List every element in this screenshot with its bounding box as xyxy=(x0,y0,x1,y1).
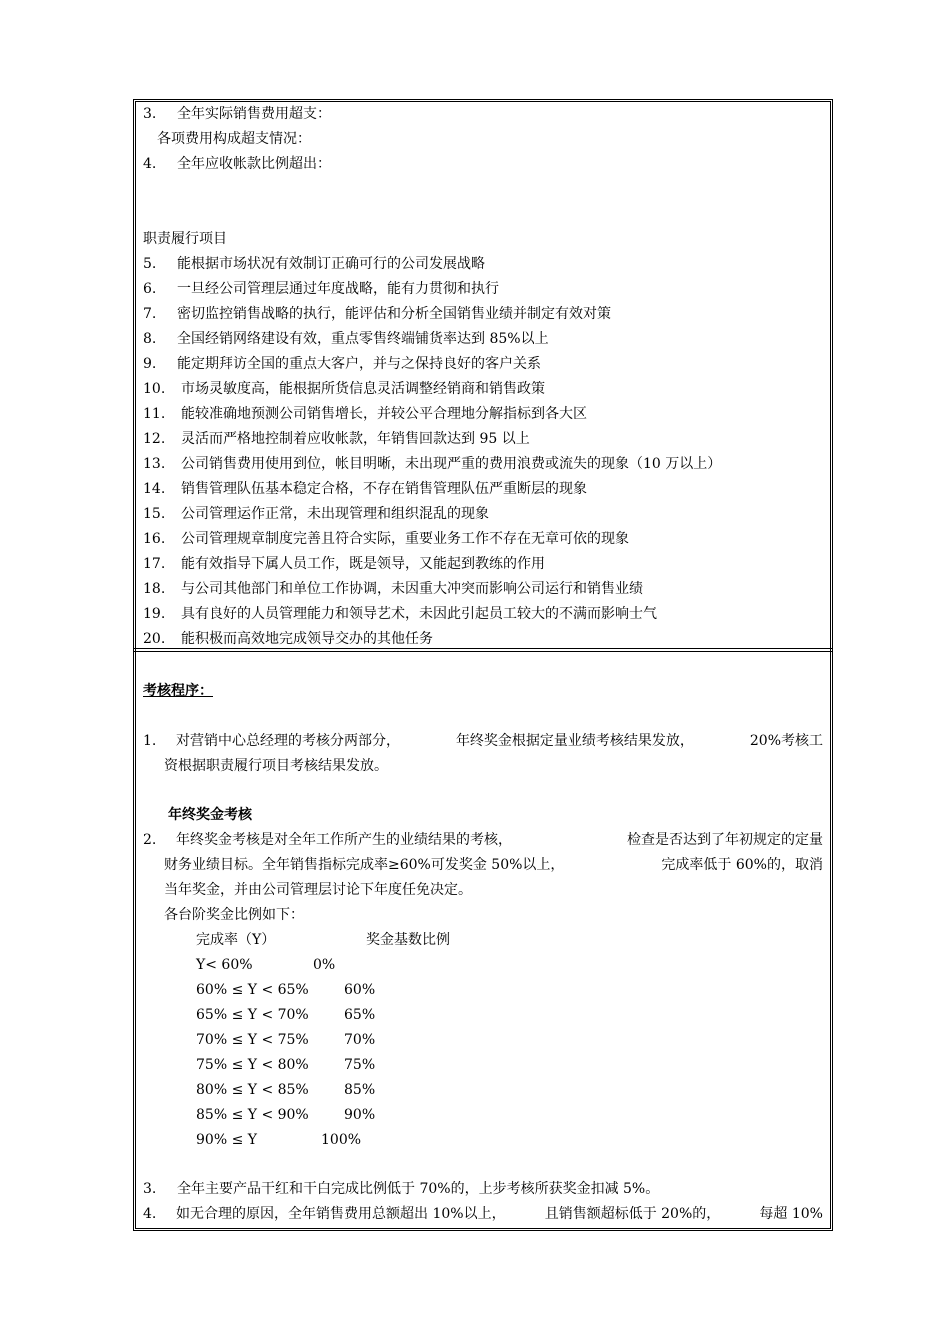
bonus-subheading: 年终奖金考核 xyxy=(168,807,252,823)
duty-item: 15. 公司管理运作正常，未出现管理和组织混乱的现象 xyxy=(143,506,489,522)
duty-item: 8. 全国经销网络建设有效，重点零售终端铺货率达到 85%以上 xyxy=(143,331,549,347)
duty-item: 13. 公司销售费用使用到位，帐目明晰，未出现严重的费用浪费或流失的现象（10 万以上） xyxy=(143,456,722,472)
duty-item: 20. 能积极而高效地完成领导交办的其他任务 xyxy=(143,631,433,647)
procedure-item-3: 3. 全年主要产品干红和干白完成比例低于 70%的，上步考核所获奖金扣减 5%。 xyxy=(143,1181,660,1197)
duty-heading: 职责履行项目 xyxy=(143,231,227,247)
procedure-item-1-line1: 对营销中心总经理的考核分两部分， 年终奖金根据定量业绩考核结果发放， 20%考核工 xyxy=(176,733,823,749)
duty-item: 14. 销售管理队伍基本稳定合格，不存在销售管理队伍严重断层的现象 xyxy=(143,481,587,497)
table-row-range: 70% ≤ Y < 75% xyxy=(196,1032,309,1048)
procedure-item-1-num: 1. xyxy=(143,733,157,749)
procedure-item-2-line2: 财务业绩目标。全年销售指标完成率≥60%可发奖金 50%以上， 完成率低于 60%的，取消 xyxy=(164,857,823,873)
duty-item: 7. 密切监控销售战略的执行，能评估和分析全国销售业绩并制定有效对策 xyxy=(143,306,611,322)
table-row-ratio: 100% xyxy=(321,1132,362,1148)
cost-breakdown-line: 各项费用构成超支情况： xyxy=(157,131,311,147)
item-4: 4. 全年应收帐款比例超出： xyxy=(143,156,331,172)
table-row-range: 60% ≤ Y < 65% xyxy=(196,982,309,998)
table-row-ratio: 60% xyxy=(344,982,376,998)
table-row-ratio: 70% xyxy=(344,1032,376,1048)
procedure-item-2-line1: 年终奖金考核是对全年工作所产生的业绩结果的考核， 检查是否达到了年初规定的定量 xyxy=(176,832,823,848)
table-row-divider xyxy=(133,648,833,652)
table-row-range: 85% ≤ Y < 90% xyxy=(196,1107,309,1123)
table-row-range: 65% ≤ Y < 70% xyxy=(196,1007,309,1023)
procedure-item-2-num: 2. xyxy=(143,832,157,848)
procedure-item-2-line3: 当年奖金，并由公司管理层讨论下年度任免决定。 xyxy=(164,882,472,898)
table-row-range: Y< 60% xyxy=(196,957,253,973)
duty-item: 16. 公司管理规章制度完善且符合实际，重要业务工作不存在无章可依的现象 xyxy=(143,531,629,547)
duty-item: 9. 能定期拜访全国的重点大客户，并与之保持良好的客户关系 xyxy=(143,356,541,372)
table-row-range: 75% ≤ Y < 80% xyxy=(196,1057,309,1073)
table-row-ratio: 75% xyxy=(344,1057,376,1073)
duty-item: 11. 能较准确地预测公司销售增长，并较公平合理地分解指标到各大区 xyxy=(143,406,587,422)
table-row-ratio: 90% xyxy=(344,1107,376,1123)
table-header-ratio: 奖金基数比例 xyxy=(366,932,450,948)
procedure-item-1-line2: 资根据职责履行项目考核结果发放。 xyxy=(164,758,388,774)
item-3: 3. 全年实际销售费用超支： xyxy=(143,106,331,122)
duty-item: 10. 市场灵敏度高，能根据所货信息灵活调整经销商和销售政策 xyxy=(143,381,545,397)
duty-item: 19. 具有良好的人员管理能力和领导艺术，未因此引起员工较大的不满而影响士气 xyxy=(143,606,657,622)
table-row-ratio: 65% xyxy=(344,1007,376,1023)
table-row-ratio: 85% xyxy=(344,1082,376,1098)
duty-item: 6. 一旦经公司管理层通过年度战略，能有力贯彻和执行 xyxy=(143,281,499,297)
table-row-range: 90% ≤ Y xyxy=(196,1132,257,1148)
table-row-range: 80% ≤ Y < 85% xyxy=(196,1082,309,1098)
table-header-rate: 完成率（Y） xyxy=(196,932,276,948)
table-intro: 各台阶奖金比例如下： xyxy=(164,907,304,923)
duty-item: 17. 能有效指导下属人员工作，既是领导，又能起到教练的作用 xyxy=(143,556,545,572)
procedure-heading: 考核程序： xyxy=(143,683,213,699)
duty-item: 5. 能根据市场状况有效制订正确可行的公司发展战略 xyxy=(143,256,485,272)
table-row-ratio: 0% xyxy=(313,957,336,973)
procedure-item-4-num: 4. xyxy=(143,1206,157,1222)
duty-item: 12. 灵活而严格地控制着应收帐款，年销售回款达到 95 以上 xyxy=(143,431,530,447)
procedure-item-4-line1: 如无合理的原因，全年销售费用总额超出 10%以上， 且销售额超标低于 20%的， 每超 10% xyxy=(176,1206,823,1222)
duty-item: 18. 与公司其他部门和单位工作协调，未因重大冲突而影响公司运行和销售业绩 xyxy=(143,581,643,597)
